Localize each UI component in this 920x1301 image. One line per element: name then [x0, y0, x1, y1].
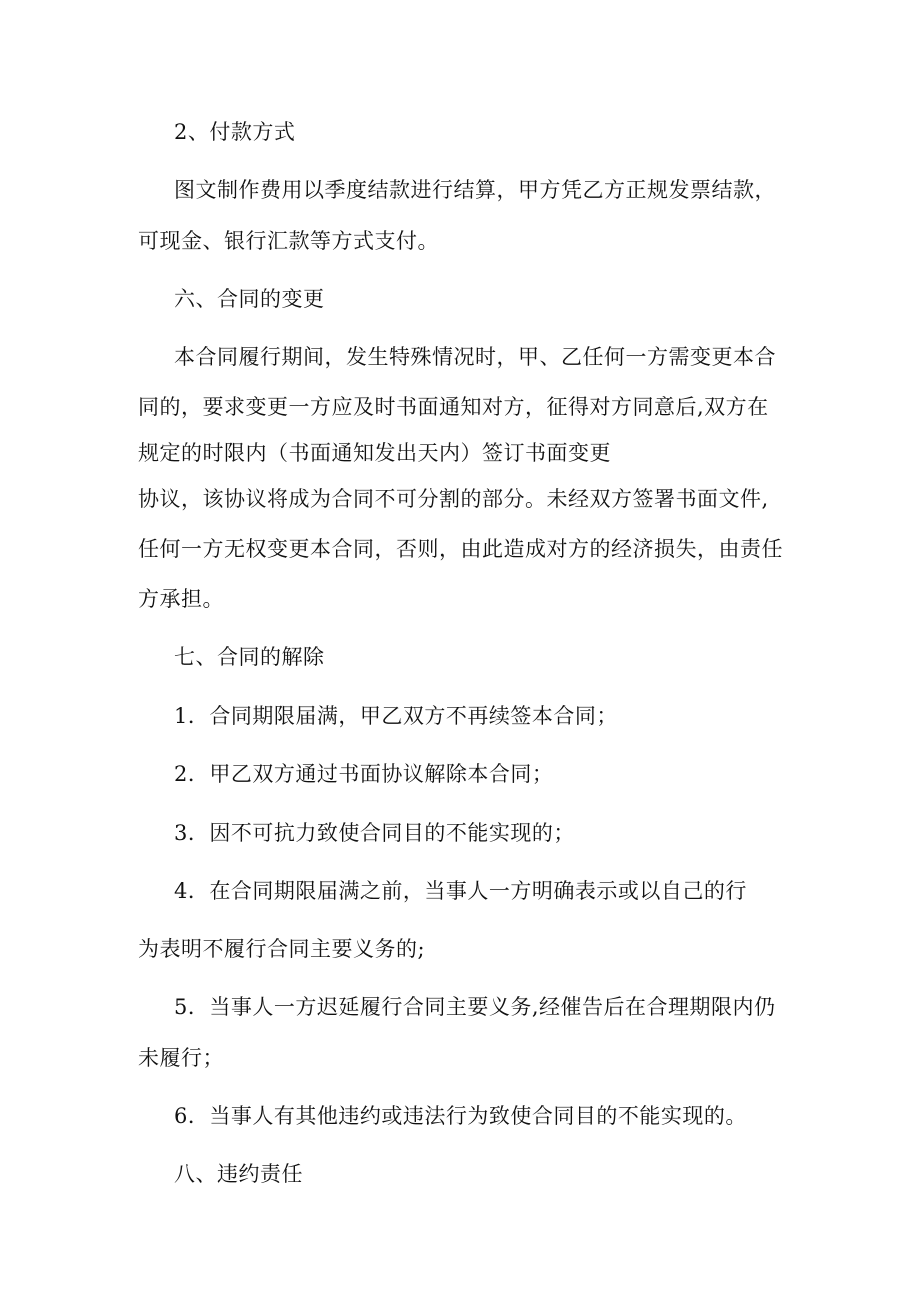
paragraph-line: 协议，该协议将成为合同不可分割的部分。未经双方签署书面文件, — [138, 487, 769, 511]
list-item: 2．甲乙双方通过书面协议解除本合同； — [174, 762, 554, 786]
list-item-continuation: 未履行； — [138, 1046, 224, 1070]
list-item: 3．因不可抗力致使合同目的不能实现的； — [174, 821, 575, 845]
section-heading-payment-method: 2、付款方式 — [174, 120, 296, 144]
list-item: 1．合同期限届满，甲乙双方不再续签本合同； — [174, 704, 618, 728]
section-heading-contract-change: 六、合同的变更 — [174, 287, 325, 311]
paragraph-line: 图文制作费用以季度结款进行结算，甲方凭乙方正规发票结款， — [174, 178, 776, 202]
list-item-continuation: 为表明不履行合同主要义务的; — [138, 937, 426, 961]
paragraph-line: 可现金、银行汇款等方式支付。 — [138, 229, 439, 253]
paragraph-line: 规定的时限内（书面通知发出天内）签订书面变更 — [138, 441, 611, 465]
paragraph-line: 同的，要求变更一方应及时书面通知对方，征得对方同意后,双方在 — [138, 395, 769, 419]
list-item: 4．在合同期限届满之前，当事人一方明确表示或以自己的行 — [174, 879, 747, 903]
list-item: 5．当事人一方迟延履行合同主要义务,经催告后在合理期限内仍 — [174, 995, 776, 1019]
section-heading-breach-liability: 八、违约责任 — [174, 1162, 303, 1186]
section-heading-contract-termination: 七、合同的解除 — [174, 645, 325, 669]
paragraph-line: 任何一方无权变更本合同，否则，由此造成对方的经济损失，由责任 — [138, 537, 783, 561]
list-item: 6．当事人有其他违约或违法行为致使合同目的不能实现的。 — [174, 1104, 747, 1128]
paragraph-line: 本合同履行期间，发生特殊情况时，甲、乙任何一方需变更本合 — [174, 345, 776, 369]
paragraph-line: 方承担。 — [138, 587, 224, 611]
